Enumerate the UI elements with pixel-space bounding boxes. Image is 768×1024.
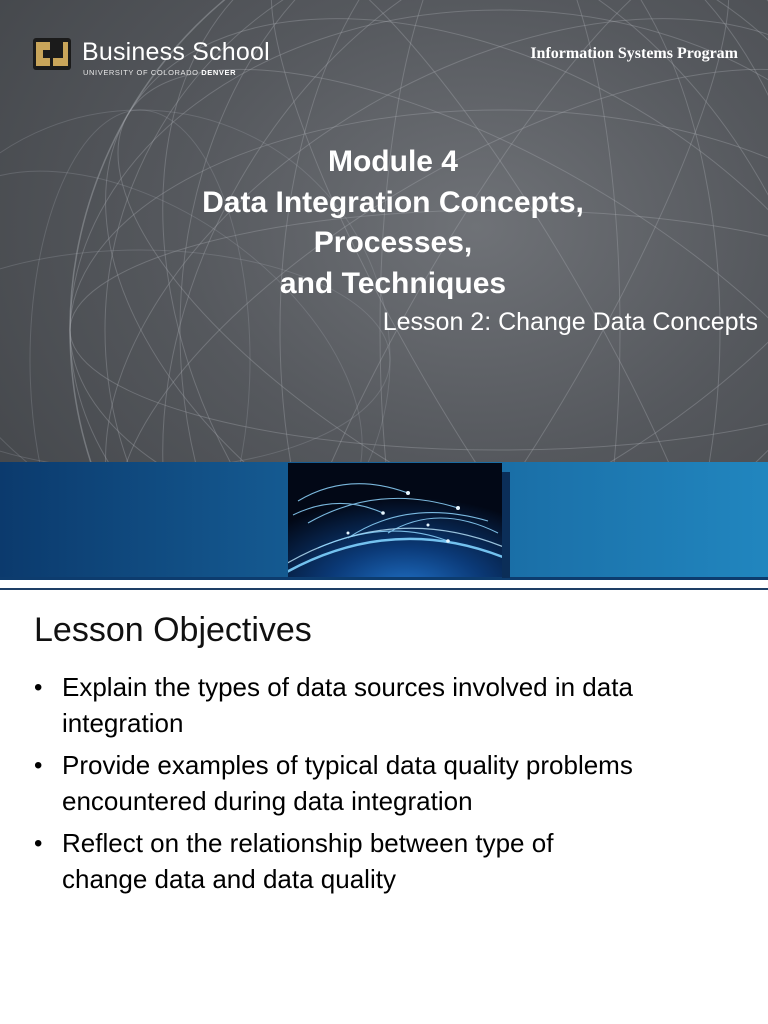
title-line: Processes, <box>313 226 473 259</box>
slide-title <box>0 142 768 304</box>
cu-logo-icon <box>32 34 72 74</box>
lesson-subtitle: Lesson 2: Change Data Concepts <box>382 308 758 336</box>
bullet-line: integration <box>62 707 184 738</box>
title-line: and Techniques <box>279 266 507 300</box>
program-label: Information Systems Program <box>530 45 738 62</box>
list-item <box>34 748 754 819</box>
bullet-icon: • <box>34 752 43 779</box>
bullet-line: Reflect on the relationship between type of <box>62 828 554 858</box>
bullet-icon: • <box>34 674 43 701</box>
banner-rule <box>0 588 768 590</box>
bullet-icon: • <box>34 830 43 857</box>
list-item <box>34 670 754 741</box>
list-item <box>34 826 754 897</box>
title-line: Data Integration Concepts, <box>202 185 584 219</box>
bullet-line: Provide examples of typical data quality problems <box>62 750 633 780</box>
bullet-line: Explain the types of data sources involved in data <box>62 672 633 702</box>
bullet-line: encountered during data integration <box>62 785 473 816</box>
objectives-title: Lesson Objectives <box>34 611 312 649</box>
bullet-line: change data and data quality <box>62 863 396 894</box>
logo-subtitle: UNIVERSITY OF COLORADO DENVER <box>83 68 237 77</box>
blue-banner <box>0 462 768 598</box>
title-line: Module 4 <box>327 145 458 178</box>
photo-shadow <box>502 472 510 578</box>
network-earth-image <box>288 463 502 577</box>
objectives-list <box>34 670 754 904</box>
logo-name: Business School <box>82 38 270 66</box>
objectives-slide <box>0 598 768 1024</box>
banner-stripe <box>0 577 768 580</box>
